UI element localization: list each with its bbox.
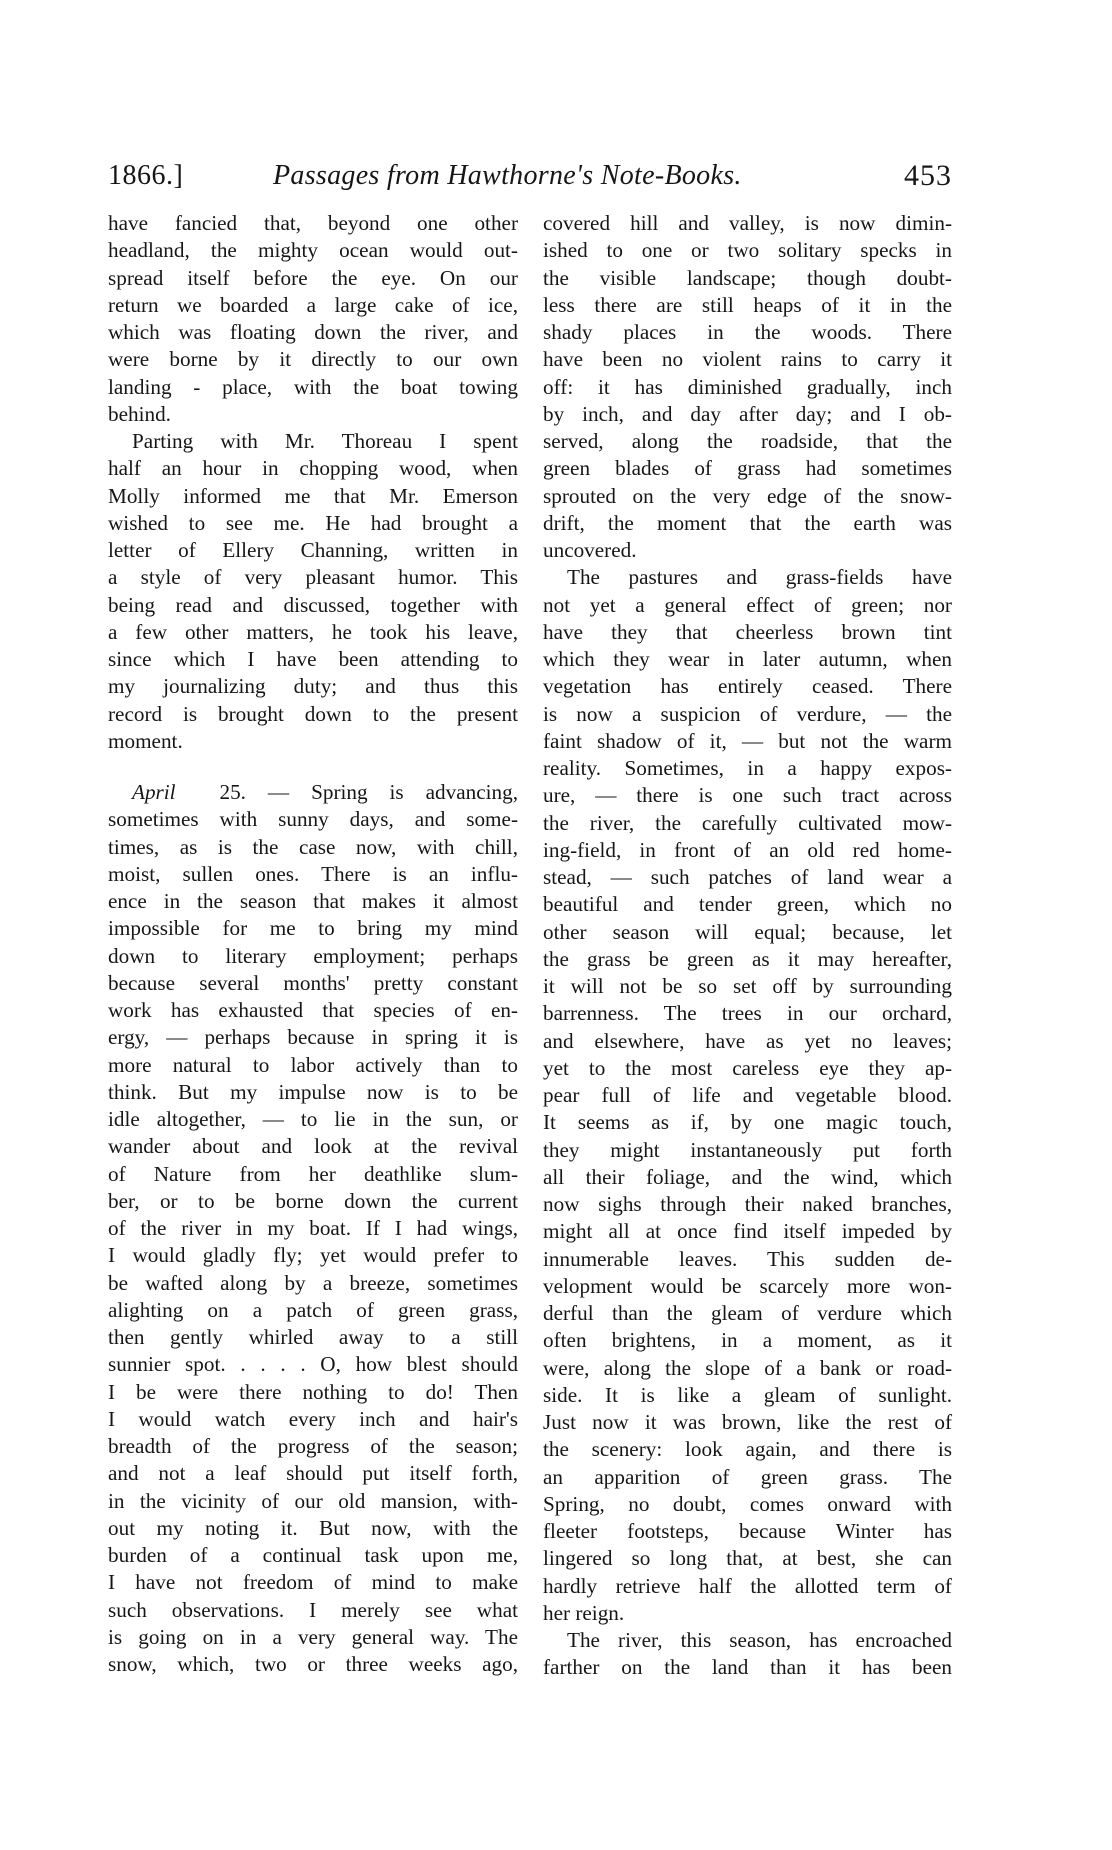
- text-line: a few other matters, he took his leave,: [108, 619, 518, 644]
- text-line: were, along the slope of a bank or road-: [543, 1355, 952, 1380]
- text-line: idle altogether, — to lie in the sun, or: [108, 1107, 518, 1131]
- text-line: lingered so long that, at best, she can: [543, 1546, 952, 1571]
- text-line: innumerable leaves. This sudden de-: [543, 1246, 952, 1271]
- text-line: half an hour in chopping wood, when: [108, 456, 518, 481]
- text-line: alighting on a patch of green grass,: [108, 1297, 518, 1322]
- text-line: work has exhausted that species of en-: [108, 998, 518, 1022]
- text-line: hardly retrieve half the allotted term of: [543, 1573, 952, 1598]
- text-line: fleeter footsteps, because Winter has: [543, 1519, 952, 1543]
- text-line: in the vicinity of our old mansion, with-: [108, 1488, 518, 1513]
- running-head-year: 1866.]: [108, 160, 184, 191]
- text-line: and not a leaf should put itself forth,: [108, 1461, 518, 1486]
- text-line: all their foliage, and the wind, which: [543, 1164, 952, 1189]
- text-line: vegetation has entirely ceased. There: [543, 674, 952, 699]
- text-line: snow, which, two or three weeks ago,: [108, 1652, 518, 1676]
- text-line: times, as is the case now, with chill,: [108, 834, 518, 859]
- text-line: have fancied that, beyond one other: [108, 211, 518, 235]
- text-line: is going on in a very general way. The: [108, 1624, 518, 1649]
- text-line: It seems as if, by one magic touch,: [543, 1110, 952, 1135]
- text-line: side. It is like a gleam of sunlight.: [543, 1382, 952, 1407]
- running-head-title: Passages from Hawthorne's Note-Books.: [273, 160, 742, 191]
- right-column: [543, 210, 952, 1682]
- text-line: out my noting it. But now, with the: [108, 1515, 518, 1540]
- text-line: is now a suspicion of verdure, — the: [543, 701, 952, 726]
- text-line: covered hill and valley, is now dimin-: [543, 211, 952, 235]
- entry-date: April: [132, 780, 176, 804]
- text-line: sometimes with sunny days, and some-: [108, 807, 518, 832]
- text-line: of Nature from her deathlike slum-: [108, 1161, 518, 1186]
- text-line: sprouted on the very edge of the snow-: [543, 483, 952, 508]
- text-line: landing - place, with the boat towing: [108, 374, 518, 399]
- text-line: they might instantaneously put forth: [543, 1137, 952, 1162]
- text-line: return we boarded a large cake of ice,: [108, 292, 518, 317]
- text-line: uncovered.: [543, 538, 637, 562]
- text-line: moment.: [108, 728, 183, 753]
- text-line: I have not freedom of mind to make: [108, 1570, 518, 1595]
- page-number: 453: [904, 159, 952, 192]
- text-line: down to literary employment; perhaps: [108, 943, 518, 968]
- paragraph: [543, 210, 952, 564]
- text-line: green blades of grass had sometimes: [543, 456, 952, 481]
- text-line: have they that cheerless brown tint: [543, 619, 952, 644]
- text-line: spread itself before the eye. On our: [108, 265, 518, 290]
- text-line: the visible landscape; though doubt-: [543, 265, 952, 290]
- text-line: faint shadow of it, — but not the warm: [543, 728, 952, 753]
- text-line: derful than the gleam of verdure which: [543, 1301, 952, 1325]
- paragraph: [108, 210, 518, 428]
- text-line: wander about and look at the revival: [108, 1134, 518, 1159]
- text-line: not yet a general effect of green; nor: [543, 592, 952, 617]
- text-line: pear full of life and vegetable blood.: [543, 1083, 952, 1107]
- text-line: barrenness. The trees in our orchard,: [543, 1001, 952, 1026]
- text-line: by inch, and day after day; and I ob-: [543, 401, 952, 426]
- text-line: impossible for me to bring my mind: [108, 916, 518, 941]
- text-line: farther on the land than it has been: [543, 1655, 952, 1680]
- text-line: wished to see me. He had brought a: [108, 510, 518, 535]
- text-line: think. But my impulse now is to be: [108, 1079, 518, 1104]
- text-line: ber, or to be borne down the current: [108, 1188, 518, 1213]
- text-line: other season will equal; because, let: [543, 919, 952, 944]
- text-line: stead, — such patches of land wear a: [543, 865, 952, 889]
- text-line: The river, this season, has encroached: [567, 1628, 952, 1652]
- text-line: often brightens, in a moment, as it: [543, 1328, 952, 1353]
- text-line: reality. Sometimes, in a happy expos-: [543, 756, 952, 780]
- text-line: off: it has diminished gradually, inch: [543, 374, 952, 399]
- text-line: drift, the moment that the earth was: [543, 510, 952, 535]
- text-line: behind.: [108, 401, 171, 426]
- text-line: Just now it was brown, like the rest of: [543, 1410, 952, 1434]
- text-line: now sighs through their naked branches,: [543, 1192, 952, 1216]
- text-line: less there are still heaps of it in the: [543, 292, 952, 317]
- text-line: Molly informed me that Mr. Emerson: [108, 483, 518, 508]
- text-line: moist, sullen ones. There is an influ-: [108, 861, 518, 886]
- text-line: I would watch every inch and hair's: [108, 1406, 518, 1431]
- text-line: my journalizing duty; and thus this: [108, 674, 518, 699]
- text-line: yet to the most careless eye they ap-: [543, 1055, 952, 1080]
- text-line: Parting with Mr. Thoreau I spent: [132, 429, 518, 453]
- text-line: might all at once find itself impeded by: [543, 1219, 952, 1244]
- text-line: sunnier spot. . . . . O, how blest should: [108, 1352, 518, 1377]
- section-gap: [108, 755, 518, 779]
- text-line: because several months' pretty constant: [108, 970, 518, 995]
- text-line: ished to one or two solitary specks in: [543, 238, 952, 263]
- text-line: more natural to labor actively than to: [108, 1052, 518, 1077]
- running-head: [108, 156, 952, 196]
- left-column: [108, 210, 518, 1678]
- text-line: and elsewhere, have as yet no leaves;: [543, 1028, 952, 1053]
- text-line: burden of a continual task upon me,: [108, 1543, 518, 1567]
- text-line: Spring, no doubt, comes onward with: [543, 1491, 952, 1516]
- text-line: The pastures and grass-fields have: [567, 565, 952, 590]
- text-line: ing-field, in front of an old red home-: [543, 837, 952, 862]
- text-line: ence in the season that makes it almost: [108, 889, 518, 913]
- text-line: the grass be green as it may hereafter,: [543, 946, 952, 971]
- text-line: which they wear in later autumn, when: [543, 647, 952, 671]
- text-line: then gently whirled away to a still: [108, 1325, 518, 1349]
- text-line: were borne by it directly to our own: [108, 347, 518, 372]
- text-line: breadth of the progress of the season;: [108, 1434, 518, 1458]
- journal-entry: [108, 779, 518, 1678]
- text-line: a style of very pleasant humor. This: [108, 565, 518, 590]
- text-line: I would gladly fly; yet would prefer to: [108, 1243, 518, 1268]
- text-line: letter of Ellery Channing, written in: [108, 538, 518, 562]
- text-line: being read and discussed, together with: [108, 592, 518, 617]
- paragraph: [543, 1627, 952, 1682]
- text-line: I be were there nothing to do! Then: [108, 1379, 518, 1404]
- paragraph: [108, 428, 518, 755]
- text-line: velopment would be scarcely more won-: [543, 1273, 952, 1298]
- paragraph: [543, 564, 952, 1627]
- text-line: an apparition of green grass. The: [543, 1464, 952, 1489]
- text-line: ure, — there is one such tract across: [543, 783, 952, 808]
- text-line: the scenery: look again, and there is: [543, 1437, 952, 1462]
- text-line: record is brought down to the present: [108, 701, 518, 726]
- text-line: since which I have been attending to: [108, 647, 518, 671]
- text-line: be wafted along by a breeze, sometimes: [108, 1270, 518, 1295]
- text-line: of the river in my boat. If I had wings,: [108, 1216, 518, 1240]
- text-line: such observations. I merely see what: [108, 1597, 518, 1622]
- text-line: served, along the roadside, that the: [543, 429, 952, 453]
- text-line: which was floating down the river, and: [108, 320, 518, 344]
- text-line: shady places in the woods. There: [543, 320, 952, 344]
- text-line: it will not be so set off by surrounding: [543, 974, 952, 998]
- entry-day-text: 25. — Spring is advancing,: [219, 780, 518, 804]
- text-line: have been no violent rains to carry it: [543, 347, 952, 372]
- text-line: her reign.: [543, 1600, 625, 1625]
- entry-heading-line: [108, 779, 518, 806]
- text-line: the river, the carefully cultivated mow-: [543, 810, 952, 835]
- text-line: ergy, — perhaps because in spring it is: [108, 1025, 518, 1050]
- text-line: headland, the mighty ocean would out-: [108, 238, 518, 263]
- text-line: beautiful and tender green, which no: [543, 892, 952, 917]
